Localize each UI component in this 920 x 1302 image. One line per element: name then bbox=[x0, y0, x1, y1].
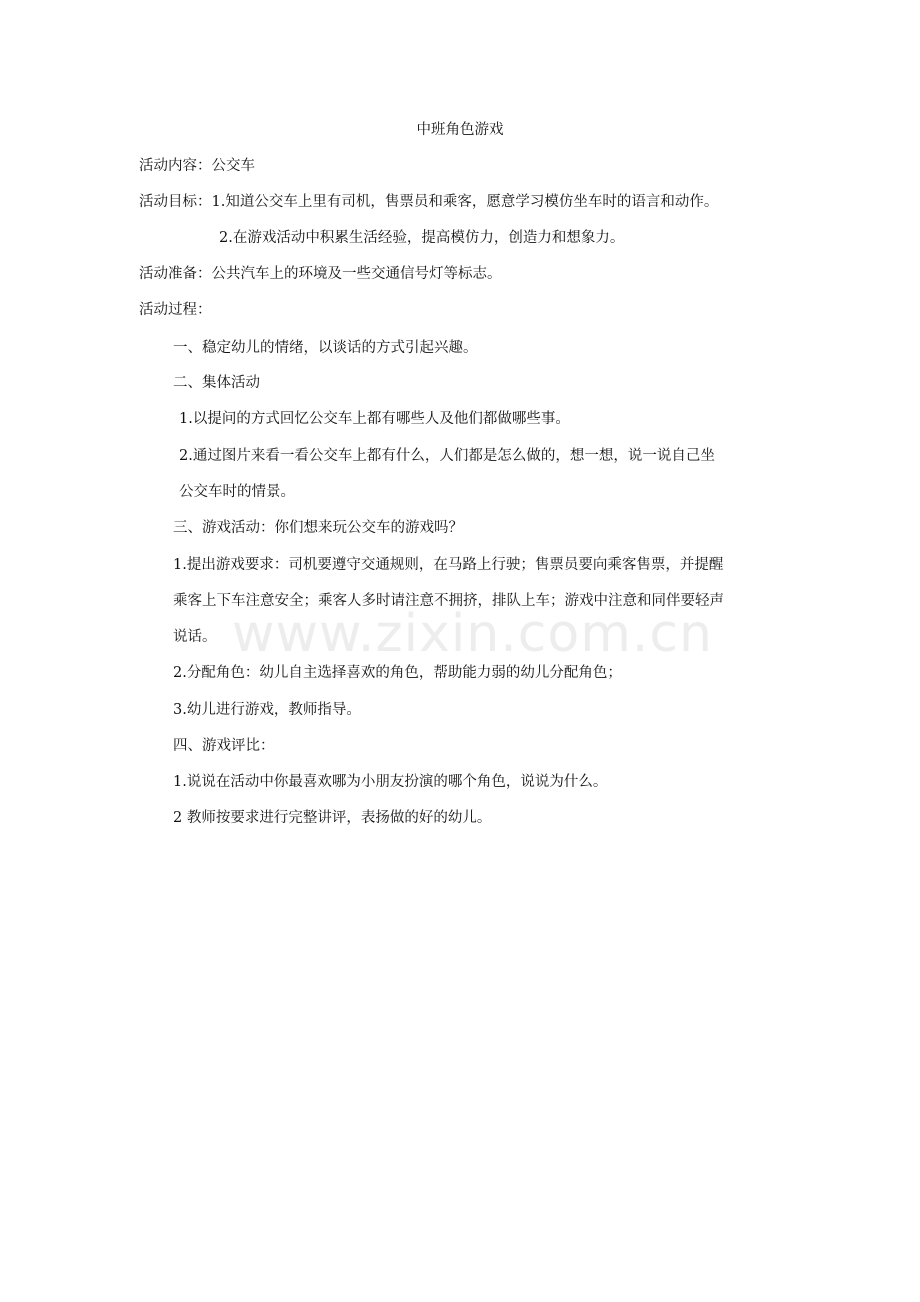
step-three-item-2: 2.分配角色：幼儿自主选择喜欢的角色，帮助能力弱的幼儿分配角色； bbox=[173, 665, 622, 681]
step-one: 一、稳定幼儿的情绪，以谈话的方式引起兴趣。 bbox=[173, 340, 478, 356]
step-two-item-1: 1.以提问的方式回忆公交车上都有哪些人及他们都做哪些事。 bbox=[179, 411, 570, 427]
step-four-item-1: 1.说说在活动中你最喜欢哪为小朋友扮演的哪个角色，说说为什么。 bbox=[173, 774, 608, 790]
document-title: 中班角色游戏 bbox=[416, 122, 504, 138]
activity-goal-2: 2.在游戏活动中积累生活经验，提高模仿力，创造力和想象力。 bbox=[219, 230, 625, 246]
step-three-item-3: 3.幼儿进行游戏，教师指导。 bbox=[173, 702, 361, 718]
step-three-item-1: 1.提出游戏要求：司机要遵守交通规则，在马路上行驶；售票员要向乘客售票，并提醒 bbox=[173, 557, 724, 573]
step-two-item-2-cont: 公交车时的情景。 bbox=[179, 484, 295, 500]
step-three-item-1-cont: 乘客上下车注意安全；乘客人多时请注意不拥挤，排队上车；游戏中注意和同伴要轻声 bbox=[173, 593, 724, 609]
step-four-item-2: 2 教师按要求进行完整讲评，表扬做的好的幼儿。 bbox=[173, 810, 492, 826]
activity-process-heading: 活动过程： bbox=[139, 302, 212, 318]
step-two-item-2: 2.通过图片来看一看公交车上都有什么，人们都是怎么做的，想一想，说一说自己坐 bbox=[179, 448, 715, 464]
step-four-heading: 四、游戏评比： bbox=[173, 738, 275, 754]
step-three-item-1-end: 说话。 bbox=[173, 629, 217, 645]
activity-preparation: 活动准备：公共汽车上的环境及一些交通信号灯等标志。 bbox=[139, 266, 502, 282]
step-three-heading: 三、游戏活动：你们想来玩公交车的游戏吗？ bbox=[173, 520, 463, 536]
activity-goal-1: 活动目标：1.知道公交车上里有司机，售票员和乘客，愿意学习模仿坐车时的语言和动作。 bbox=[139, 194, 719, 210]
activity-content: 活动内容：公交车 bbox=[139, 158, 255, 174]
step-two-heading: 二、集体活动 bbox=[173, 375, 260, 391]
watermark: www.zixin.com.cn bbox=[232, 604, 713, 664]
